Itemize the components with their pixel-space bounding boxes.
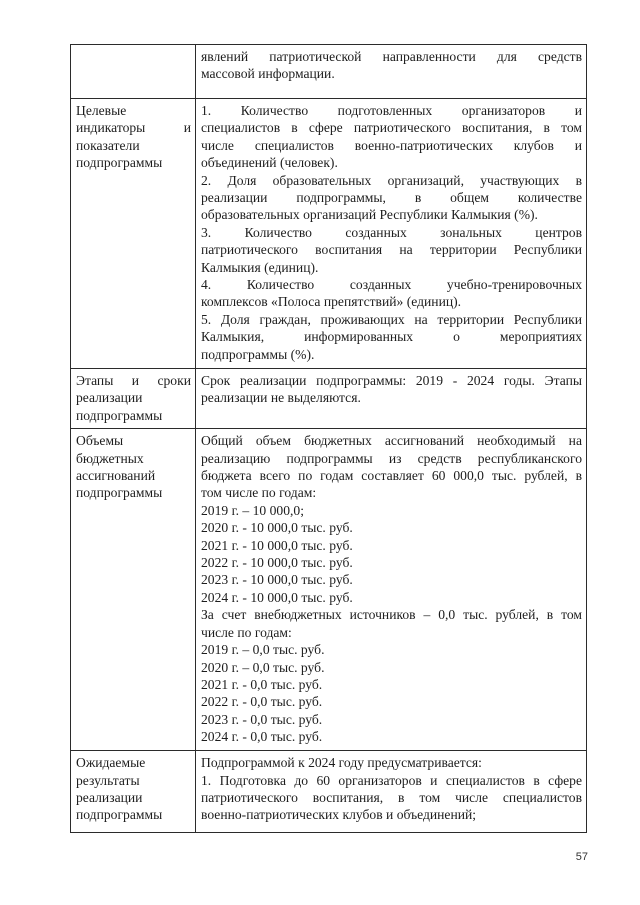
page-number: 57 — [575, 851, 588, 863]
text-line: числе по годам: — [201, 624, 292, 640]
text-line: бюджета всего по годам составляет 60 000,0 тыс. рублей, в — [201, 468, 582, 484]
label-line-split — [76, 372, 191, 389]
text-line: реализации не выделяются. — [201, 390, 361, 406]
text-line: 2023 г. - 0,0 тыс. руб. — [201, 711, 323, 727]
row-content-cell — [196, 99, 587, 369]
text-line: патриотического воспитания на территории Республики — [201, 242, 582, 258]
text-line: 2023 г. - 10 000,0 тыс. руб. — [201, 572, 353, 588]
text-line: Подпрограммой к 2024 году предусматривается: — [201, 755, 482, 771]
label-line: Целевые — [76, 103, 127, 118]
label-line: Объемы — [76, 433, 124, 449]
subprogram-passport-table — [70, 44, 587, 833]
text-line: 2022 г. - 0,0 тыс. руб. — [201, 694, 323, 710]
text-line: 2022 г. - 10 000,0 тыс. руб. — [201, 555, 353, 571]
text-line: 3. Количество созданных зональных центров — [201, 224, 582, 240]
label-line-split — [76, 119, 191, 136]
text-line: том числе по годам: — [201, 485, 317, 501]
text-line: реализации подпрограммы, в общем количестве — [201, 190, 582, 206]
label-line: реализации — [76, 390, 143, 406]
table-row — [71, 751, 587, 833]
text-line: 2021 г. - 10 000,0 тыс. руб. — [201, 537, 353, 553]
label-line: подпрограммы — [76, 807, 163, 823]
label-word: сроки — [157, 373, 191, 388]
row-content-cell — [196, 45, 587, 99]
text-line: 1. Подготовка до 60 организаторов и специалистов в сфере — [201, 772, 582, 788]
text-line: 2024 г. - 0,0 тыс. руб. — [201, 729, 323, 745]
text-line: явлений патриотической направленности для средств — [201, 49, 582, 64]
text-line: комплексов «Полоса препятствий» (единиц). — [201, 294, 462, 310]
text-line: Общий объем бюджетных ассигнований необходимый на — [201, 433, 582, 449]
row-label-cell — [71, 369, 196, 429]
label-line: подпрограммы — [76, 485, 163, 501]
label-line: реализации — [76, 790, 143, 806]
row-label-cell — [71, 429, 196, 751]
text-line: реализацию подпрограммы из средств республиканского — [201, 450, 582, 466]
text-line: 4. Количество созданных учебно-тренировочных — [201, 277, 582, 293]
table-row — [71, 45, 587, 99]
row-label-cell — [71, 751, 196, 833]
text-line: специалистов в сфере патриотического воспитания, в том — [201, 120, 582, 136]
row-content-cell — [196, 369, 587, 429]
text-line: 2020 г. – 0,0 тыс. руб. — [201, 659, 325, 675]
text-line: 5. Доля граждан, проживающих на территории Республики — [201, 311, 582, 327]
label-word: и — [131, 373, 140, 388]
text-line: Калмыкия (единиц). — [201, 259, 319, 275]
label-line: результаты — [76, 772, 140, 788]
text-line: 2. Доля образовательных организаций, участвующих в — [201, 172, 582, 188]
row-content-cell — [196, 751, 587, 833]
text-line: 2024 г. - 10 000,0 тыс. руб. — [201, 589, 353, 605]
label-line: подпрограммы — [76, 407, 163, 423]
label-word: и — [183, 120, 191, 136]
row-label-cell — [71, 99, 196, 369]
row-label-cell — [71, 45, 196, 99]
text-line: патриотического воспитания, в том числе специалистов — [201, 790, 582, 806]
text-line: 2021 г. - 0,0 тыс. руб. — [201, 676, 323, 692]
label-line: бюджетных — [76, 450, 144, 466]
label-word: Этапы — [76, 373, 114, 388]
text-line: числе специалистов военно-патриотических клубов и — [201, 137, 582, 153]
text-line: 2019 г. – 10 000,0; — [201, 502, 304, 518]
label-word: индикаторы — [76, 120, 146, 136]
text-line: За счет внебюджетных источников – 0,0 тыс. рублей, в том — [201, 607, 582, 623]
text-line: 1. Количество подготовленных организаторов и — [201, 103, 582, 118]
table-row — [71, 429, 587, 751]
text-line: подпрограммы (%). — [201, 346, 315, 362]
text-line: объединений (человек). — [201, 155, 338, 171]
label-line: показатели — [76, 137, 140, 153]
text-line: Срок реализации подпрограммы: 2019 - 2024 годы. Этапы — [201, 373, 582, 388]
text-line: 2020 г. - 10 000,0 тыс. руб. — [201, 520, 353, 536]
label-line: подпрограммы — [76, 155, 163, 171]
text-line: Калмыкия, информированных о мероприятиях — [201, 329, 582, 345]
text-line: военно-патриотических клубов и объединений; — [201, 807, 477, 823]
table-row — [71, 369, 587, 429]
label-line: ассигнований — [76, 468, 156, 484]
table-row — [71, 99, 587, 369]
row-content-cell — [196, 429, 587, 751]
text-line: массовой информации. — [201, 66, 335, 82]
label-line: Ожидаемые — [76, 755, 146, 771]
text-line: 2019 г. – 0,0 тыс. руб. — [201, 642, 325, 658]
text-line: образовательных организаций Республики Калмыкия (%). — [201, 207, 538, 223]
